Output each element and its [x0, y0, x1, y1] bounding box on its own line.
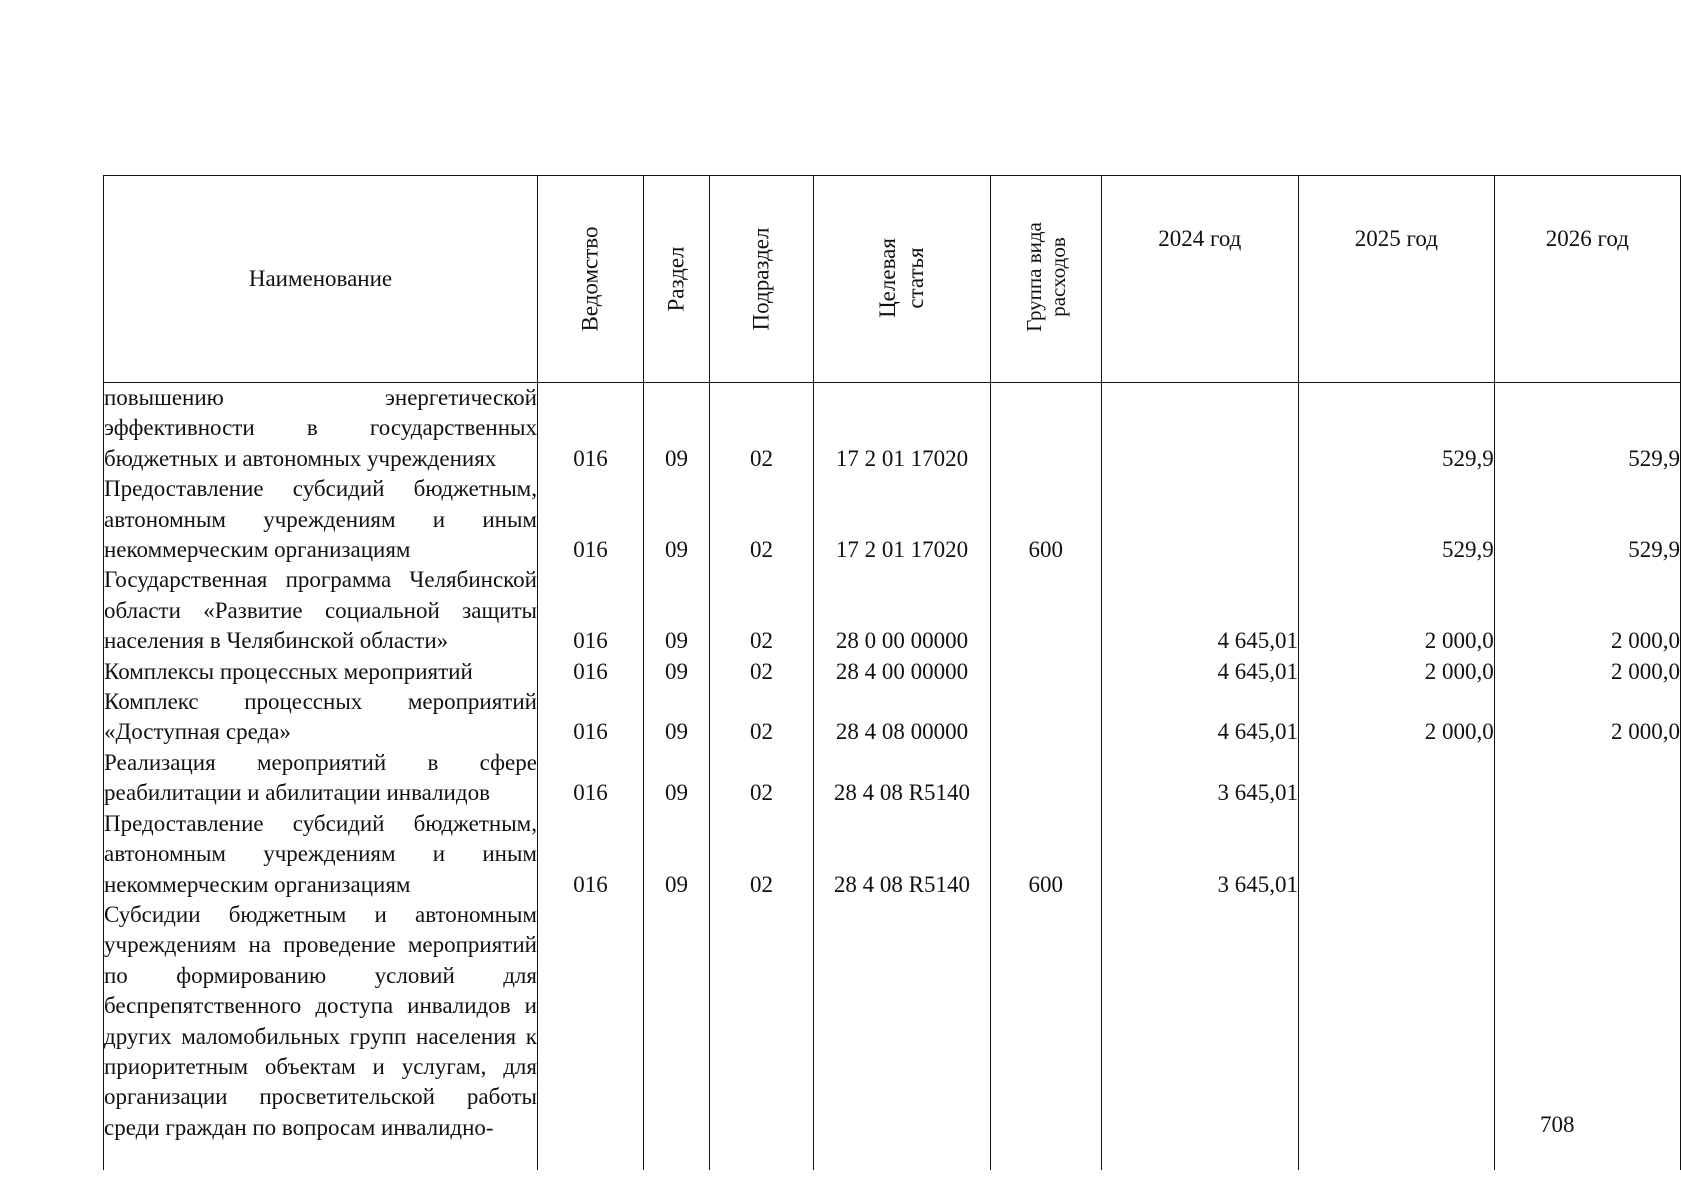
row-podrazdel: 02	[710, 565, 814, 656]
row-gvr	[990, 565, 1101, 656]
row-name: Комплексы процессных мероприятий	[104, 657, 538, 687]
row-razdel: 09	[644, 809, 710, 900]
row-celevaya-statya: 28 4 08 R5140	[814, 748, 991, 809]
row-celevaya-statya: 17 2 01 17020	[814, 474, 991, 565]
row-2026: 2 000,0	[1494, 657, 1680, 687]
header-vedomstvo: Ведомство	[537, 176, 643, 383]
row-2026: 529,9	[1494, 474, 1680, 565]
row-vedomstvo	[537, 900, 643, 1170]
row-gvr	[990, 383, 1101, 475]
row-2026	[1494, 900, 1680, 1170]
table-row	[104, 748, 1681, 809]
header-2024: 2024 год	[1101, 176, 1298, 383]
table-row	[104, 565, 1681, 656]
row-name: Субсидии бюджетным и автономным учреждениям на проведение мероприятий по формированию условий для беспрепятственного доступа инвалидов и других маломобильных групп населения к приоритетным объектам и услугам, для организации просветительской работы среди граждан по вопросам инвалидно-	[104, 900, 538, 1170]
row-razdel: 09	[644, 748, 710, 809]
header-celevaya-statya: Целевая статья	[814, 176, 991, 383]
row-gvr: 600	[990, 474, 1101, 565]
row-podrazdel: 02	[710, 383, 814, 475]
row-name: Комплекс процессных мероприятий «Доступная среда»	[104, 687, 538, 748]
table-row	[104, 383, 1681, 475]
row-name: Предоставление субсидий бюджетным, автономным учреждениям и иным некоммерческим организациям	[104, 809, 538, 900]
row-podrazdel: 02	[710, 657, 814, 687]
row-2026	[1494, 748, 1680, 809]
row-vedomstvo: 016	[537, 809, 643, 900]
row-2024	[1101, 900, 1298, 1170]
row-vedomstvo: 016	[537, 657, 643, 687]
table-row	[104, 809, 1681, 900]
budget-table	[103, 175, 1681, 1170]
row-vedomstvo: 016	[537, 565, 643, 656]
row-2026	[1494, 809, 1680, 900]
table-header-row	[104, 176, 1681, 383]
row-name: повышению энергетической эффективности в государственных бюджетных и автономных учреждениях	[104, 383, 538, 475]
row-2024	[1101, 383, 1298, 475]
header-podrazdel: Подраздел	[710, 176, 814, 383]
header-gruppa-vida-rashodov: Группа вида расходов	[990, 176, 1101, 383]
row-2024: 4 645,01	[1101, 657, 1298, 687]
row-razdel: 09	[644, 657, 710, 687]
table-row	[104, 657, 1681, 687]
row-name: Государственная программа Челябинской области «Развитие социальной защиты населения в Челябинской области»	[104, 565, 538, 656]
row-2026: 2 000,0	[1494, 687, 1680, 748]
row-vedomstvo: 016	[537, 383, 643, 475]
header-2025: 2025 год	[1298, 176, 1494, 383]
row-gvr	[990, 748, 1101, 809]
row-razdel: 09	[644, 383, 710, 475]
row-podrazdel: 02	[710, 474, 814, 565]
row-razdel	[644, 900, 710, 1170]
row-podrazdel: 02	[710, 687, 814, 748]
header-razdel: Раздел	[644, 176, 710, 383]
row-2024: 3 645,01	[1101, 748, 1298, 809]
row-celevaya-statya: 17 2 01 17020	[814, 383, 991, 475]
row-gvr	[990, 900, 1101, 1170]
row-podrazdel: 02	[710, 809, 814, 900]
row-2024: 3 645,01	[1101, 809, 1298, 900]
row-razdel: 09	[644, 687, 710, 748]
page-number: 708	[1540, 1112, 1575, 1137]
row-celevaya-statya: 28 4 08 R5140	[814, 809, 991, 900]
row-2025	[1298, 809, 1494, 900]
row-celevaya-statya: 28 4 08 00000	[814, 687, 991, 748]
row-2026: 2 000,0	[1494, 565, 1680, 656]
row-gvr	[990, 657, 1101, 687]
row-vedomstvo: 016	[537, 748, 643, 809]
row-2025	[1298, 900, 1494, 1170]
row-2025: 529,9	[1298, 383, 1494, 475]
row-2024: 4 645,01	[1101, 687, 1298, 748]
row-2025: 2 000,0	[1298, 687, 1494, 748]
row-podrazdel: 02	[710, 748, 814, 809]
row-razdel: 09	[644, 474, 710, 565]
row-2025	[1298, 748, 1494, 809]
table-row	[104, 474, 1681, 565]
row-razdel: 09	[644, 565, 710, 656]
table-row	[104, 687, 1681, 748]
table-row	[104, 900, 1681, 1170]
row-podrazdel	[710, 900, 814, 1170]
row-vedomstvo: 016	[537, 474, 643, 565]
row-vedomstvo: 016	[537, 687, 643, 748]
row-2025: 2 000,0	[1298, 657, 1494, 687]
row-2025: 2 000,0	[1298, 565, 1494, 656]
row-gvr	[990, 687, 1101, 748]
row-celevaya-statya: 28 0 00 00000	[814, 565, 991, 656]
row-name: Реализация мероприятий в сфере реабилитации и абилитации инвалидов	[104, 748, 538, 809]
header-name: Наименование	[104, 176, 538, 383]
row-2024	[1101, 474, 1298, 565]
row-gvr: 600	[990, 809, 1101, 900]
row-name: Предоставление субсидий бюджетным, автономным учреждениям и иным некоммерческим организациям	[104, 474, 538, 565]
row-celevaya-statya	[814, 900, 991, 1170]
header-2026: 2026 год	[1494, 176, 1680, 383]
row-2024: 4 645,01	[1101, 565, 1298, 656]
row-2025: 529,9	[1298, 474, 1494, 565]
row-celevaya-statya: 28 4 00 00000	[814, 657, 991, 687]
row-2026: 529,9	[1494, 383, 1680, 475]
